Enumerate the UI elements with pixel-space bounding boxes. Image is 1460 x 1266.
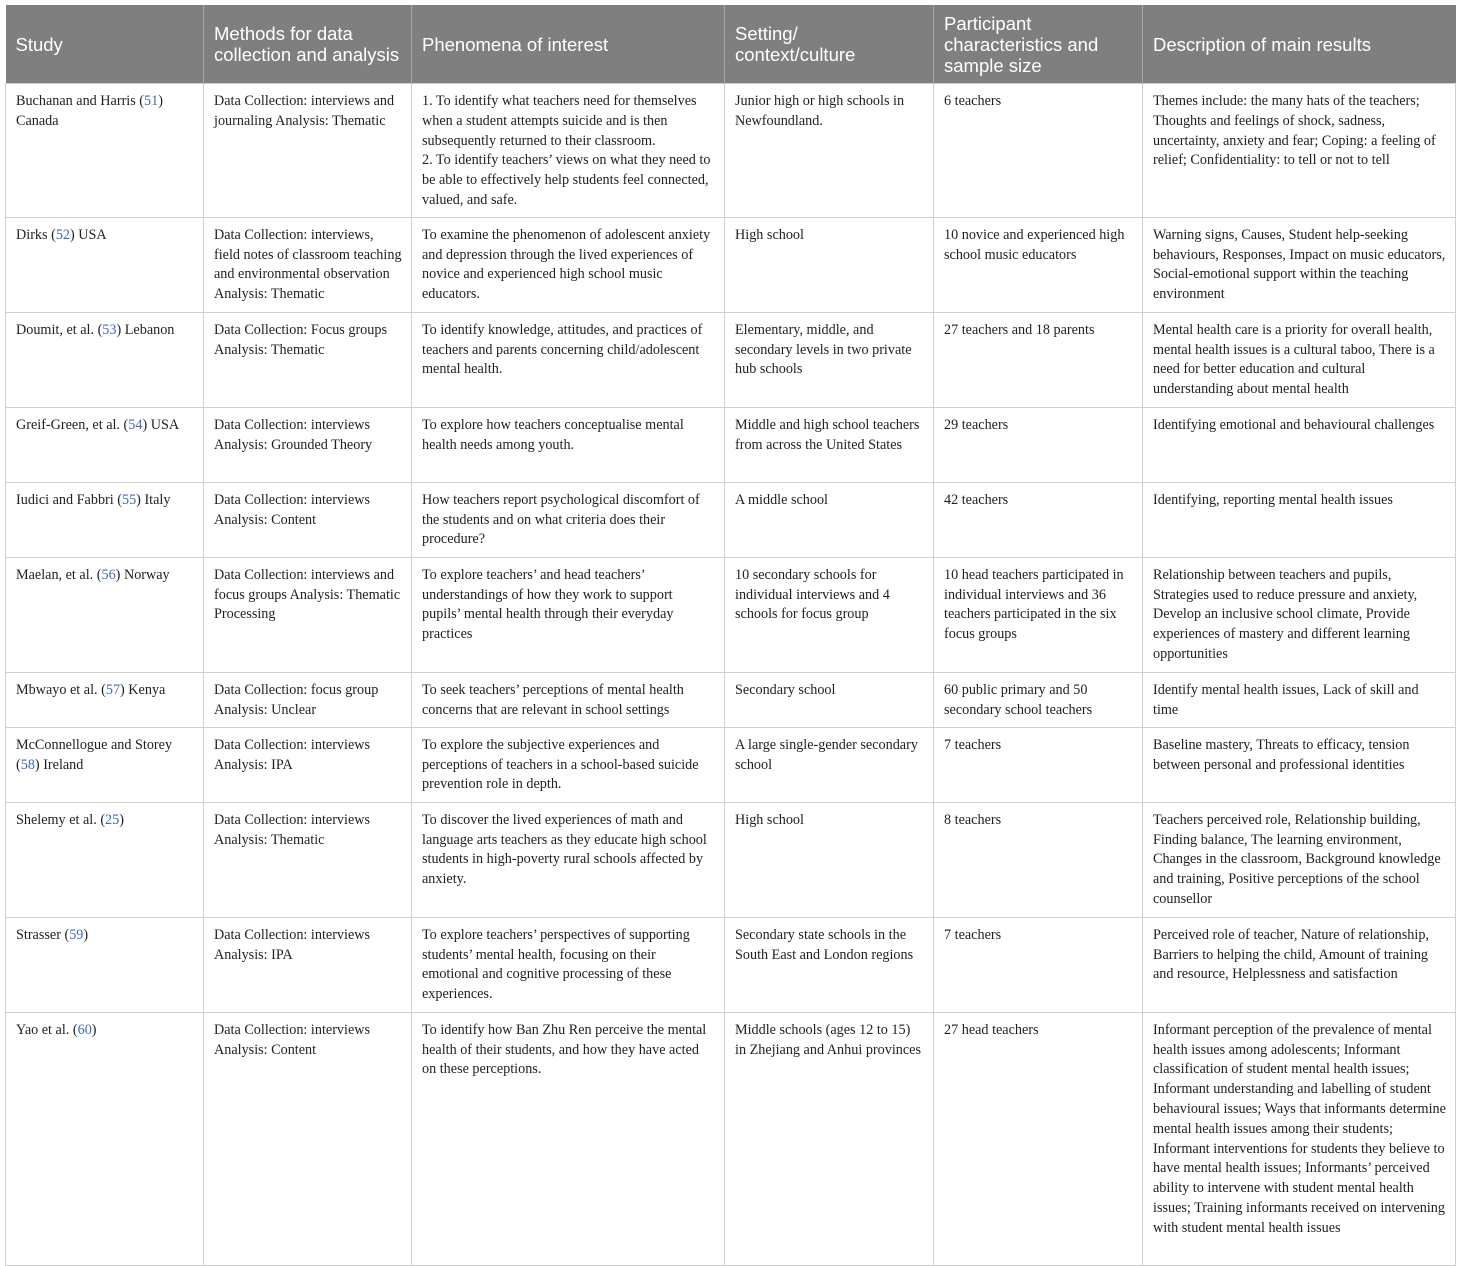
study-cell: Strasser (59) [6, 917, 204, 1012]
results-cell: Baseline mastery, Threats to efficacy, tension between personal and professional identities [1143, 727, 1456, 802]
citation-link[interactable]: 56 [101, 566, 116, 583]
table-row [6, 917, 1456, 1012]
results-cell: Warning signs, Causes, Student help-seeking behaviours, Responses, Impact on music educators, Social-emotional support within the teaching environment [1143, 217, 1456, 312]
methods-cell: Data Collection: focus group Analysis: Unclear [204, 672, 412, 727]
results-cell: Teachers perceived role, Relationship building, Finding balance, The learning environment, Changes in the classroom, Background knowledge and training, Positive perceptions of the school counsellor [1143, 802, 1456, 917]
citation-link[interactable]: 55 [121, 491, 137, 508]
study-cell: Iudici and Fabbri (55) Italy [6, 482, 204, 557]
phenomena-cell: To explore the subjective experiences and perceptions of teachers in a school-based suicide prevention role in depth. [412, 727, 725, 802]
header-phenomena: Phenomena of interest [412, 5, 725, 84]
participants-cell: 7 teachers [934, 727, 1143, 802]
setting-cell: Junior high or high schools in Newfoundland. [725, 84, 934, 218]
phenomena-cell: To explore how teachers conceptualise mental health needs among youth. [412, 407, 725, 482]
citation-link[interactable]: 54 [128, 416, 143, 433]
citation-link[interactable]: 52 [55, 226, 70, 243]
study-cell: Yao et al. (60) [6, 1012, 204, 1265]
header-participants: Participant characteristics and sample size [934, 5, 1143, 84]
phenomena-cell: To discover the lived experiences of math and language arts teachers as they educate high school students in high-poverty rural schools affected by anxiety. [412, 802, 725, 917]
study-cell: Mbwayo et al. (57) Kenya [6, 672, 204, 727]
citation-link[interactable]: 58 [20, 756, 35, 773]
participants-cell: 7 teachers [934, 917, 1143, 1012]
setting-cell: Elementary, middle, and secondary levels in two private hub schools [725, 312, 934, 407]
header-row [6, 5, 1456, 84]
results-cell: Identifying emotional and behavioural challenges [1143, 407, 1456, 482]
header-study: Study [6, 5, 204, 84]
setting-cell: A middle school [725, 482, 934, 557]
results-cell: Themes include: the many hats of the teachers; Thoughts and feelings of shock, sadness, uncertainty, anxiety and fear; Coping: a feeling of relief; Confidentiality: to tell or not to tell [1143, 84, 1456, 218]
results-cell: Identify mental health issues, Lack of skill and time [1143, 672, 1456, 727]
setting-cell: A large single-gender secondary school [725, 727, 934, 802]
table-row [6, 802, 1456, 917]
participants-cell: 10 novice and experienced high school music educators [934, 217, 1143, 312]
study-cell: Doumit, et al. (53) Lebanon [6, 312, 204, 407]
results-cell: Perceived role of teacher, Nature of relationship, Barriers to helping the child, Amount of training and resource, Helplessness and satisfaction [1143, 917, 1456, 1012]
table-row [6, 1012, 1456, 1265]
header-setting: Setting/ context/culture [725, 5, 934, 84]
methods-cell: Data Collection: interviews Analysis: IPA [204, 917, 412, 1012]
methods-cell: Data Collection: interviews Analysis: IPA [204, 727, 412, 802]
results-cell: Informant perception of the prevalence of mental health issues among adolescents; Informant classification of student mental health issues; Informant understanding and labelling of student behavioural issues; Ways that informants determine mental health issues among their students; Informant interventions for students they believe to have mental health issues; Informants’ perceived ability to intervene with student mental health issues; Training informants received on intervening with student mental health issues [1143, 1012, 1456, 1265]
participants-cell: 42 teachers [934, 482, 1143, 557]
citation-link[interactable]: 53 [102, 321, 117, 338]
setting-cell: Secondary school [725, 672, 934, 727]
study-cell: McConnellogue and Storey (58) Ireland [6, 727, 204, 802]
table-row [6, 312, 1456, 407]
studies-table [5, 5, 1456, 1266]
phenomena-cell: To examine the phenomenon of adolescent anxiety and depression through the lived experiences of novice and experienced high school music educators. [412, 217, 725, 312]
results-cell: Relationship between teachers and pupils, Strategies used to reduce pressure and anxiety, Develop an inclusive school climate, Provide experiences of mastery and different learning opportunities [1143, 557, 1456, 672]
study-cell: Buchanan and Harris (51) Canada [6, 84, 204, 218]
participants-cell: 27 teachers and 18 parents [934, 312, 1143, 407]
table-row [6, 84, 1456, 218]
study-cell: Dirks (52) USA [6, 217, 204, 312]
setting-cell: Secondary state schools in the South East and London regions [725, 917, 934, 1012]
phenomena-cell: How teachers report psychological discomfort of the students and on what criteria does their procedure? [412, 482, 725, 557]
table-row [6, 672, 1456, 727]
citation-link[interactable]: 51 [144, 93, 159, 109]
study-cell: Maelan, et al. (56) Norway [6, 557, 204, 672]
phenomena-cell: To identify how Ban Zhu Ren perceive the mental health of their students, and how they have acted on these perceptions. [412, 1012, 725, 1265]
citation-link[interactable]: 57 [105, 681, 121, 698]
methods-cell: Data Collection: interviews Analysis: Content [204, 1012, 412, 1265]
methods-cell: Data Collection: interviews Analysis: Grounded Theory [204, 407, 412, 482]
table-row [6, 217, 1456, 312]
methods-cell: Data Collection: interviews and journaling Analysis: Thematic [204, 84, 412, 218]
header-methods: Methods for data collection and analysis [204, 5, 412, 84]
phenomena-cell: To identify knowledge, attitudes, and practices of teachers and parents concerning child/adolescent mental health. [412, 312, 725, 407]
methods-cell: Data Collection: interviews Analysis: Thematic [204, 802, 412, 917]
methods-cell: Data Collection: interviews, field notes of classroom teaching and environmental observation Analysis: Thematic [204, 217, 412, 312]
methods-cell: Data Collection: interviews and focus groups Analysis: Thematic Processing [204, 557, 412, 672]
setting-cell: 10 secondary schools for individual interviews and 4 schools for focus group [725, 557, 934, 672]
study-cell: Greif-Green, et al. (54) USA [6, 407, 204, 482]
phenomena-cell: To explore teachers’ and head teachers’ understandings of how they work to support pupils’ mental health through their everyday practices [412, 557, 725, 672]
setting-cell: Middle and high school teachers from across the United States [725, 407, 934, 482]
methods-cell: Data Collection: interviews Analysis: Content [204, 482, 412, 557]
participants-cell: 27 head teachers [934, 1012, 1143, 1265]
table-row [6, 407, 1456, 482]
participants-cell: 6 teachers [934, 84, 1143, 218]
participants-cell: 10 head teachers participated in individual interviews and 36 teachers participated in the six focus groups [934, 557, 1143, 672]
header-results: Description of main results [1143, 5, 1456, 84]
citation-link[interactable]: 59 [69, 926, 84, 943]
participants-cell: 29 teachers [934, 407, 1143, 482]
participants-cell: 60 public primary and 50 secondary school teachers [934, 672, 1143, 727]
setting-cell: High school [725, 217, 934, 312]
results-cell: Mental health care is a priority for overall health, mental health issues is a cultural taboo, There is a need for better education and cultural understanding about mental health [1143, 312, 1456, 407]
phenomena-cell: To seek teachers’ perceptions of mental health concerns that are relevant in school settings [412, 672, 725, 727]
study-cell: Shelemy et al. (25) [6, 802, 204, 917]
table-row [6, 482, 1456, 557]
table-row [6, 557, 1456, 672]
phenomena-cell: 1. To identify what teachers need for themselves when a student attempts suicide and is then subsequently returned to their classroom. 2. To identify teachers’ views on what they need to be able to effectively help students feel connected, valued, and safe. [412, 84, 725, 218]
table-row [6, 727, 1456, 802]
citation-link[interactable]: 25 [105, 811, 120, 828]
setting-cell: Middle schools (ages 12 to 15) in Zhejiang and Anhui provinces [725, 1012, 934, 1265]
participants-cell: 8 teachers [934, 802, 1143, 917]
citation-link[interactable]: 60 [77, 1021, 92, 1038]
phenomena-cell: To explore teachers’ perspectives of supporting students’ mental health, focusing on their emotional and cognitive processing of these experiences. [412, 917, 725, 1012]
setting-cell: High school [725, 802, 934, 917]
methods-cell: Data Collection: Focus groups Analysis: Thematic [204, 312, 412, 407]
results-cell: Identifying, reporting mental health issues [1143, 482, 1456, 557]
